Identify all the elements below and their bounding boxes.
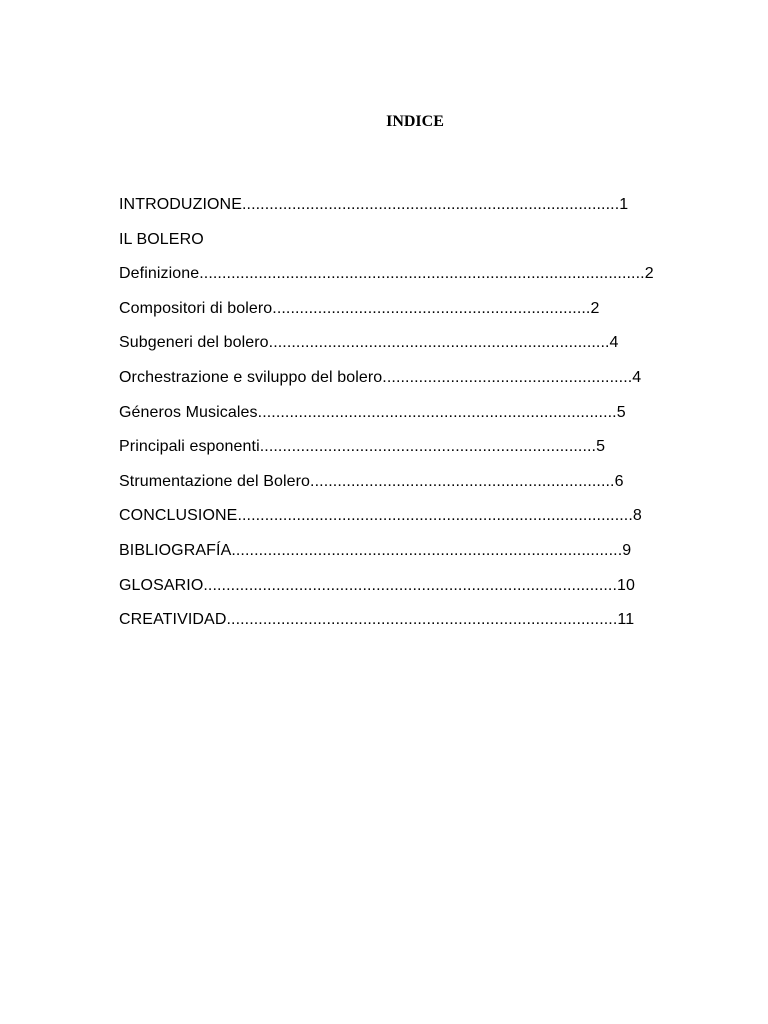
- toc-entry-conclusione: CONCLUSIONE.......................................................................................8: [119, 507, 642, 525]
- toc-entry-compositori: Compositori di bolero......................................................................2: [119, 299, 600, 317]
- toc-entry-orchestrazione: Orchestrazione e sviluppo del bolero.......................................................4: [119, 368, 642, 386]
- toc-entry-bibliografia: BIBLIOGRAFÍA......................................................................................9: [119, 541, 632, 559]
- toc-entry-il-bolero: IL BOLERO: [119, 230, 204, 248]
- table-of-contents: [119, 194, 654, 644]
- toc-entry-creatividad: CREATIVIDAD......................................................................................11: [119, 611, 635, 629]
- toc-entry-strumentazione: Strumentazione del Bolero...................................................................6: [119, 472, 624, 490]
- toc-entry-generos-musicales: Géneros Musicales...............................................................................5: [119, 403, 626, 421]
- page-title: INDICE: [386, 113, 444, 130]
- toc-entry-introduzione: INTRODUZIONE...................................................................................1: [119, 196, 629, 213]
- toc-entry-principali-esponenti: Principali esponenti..........................................................................5: [119, 438, 606, 456]
- toc-entry-glosario: GLOSARIO...........................................................................................10: [119, 576, 635, 594]
- toc-entry-subgeneri: Subgeneri del bolero...........................................................................4: [119, 334, 619, 352]
- toc-entry-definizione: Definizione..................................................................................................2: [119, 265, 654, 283]
